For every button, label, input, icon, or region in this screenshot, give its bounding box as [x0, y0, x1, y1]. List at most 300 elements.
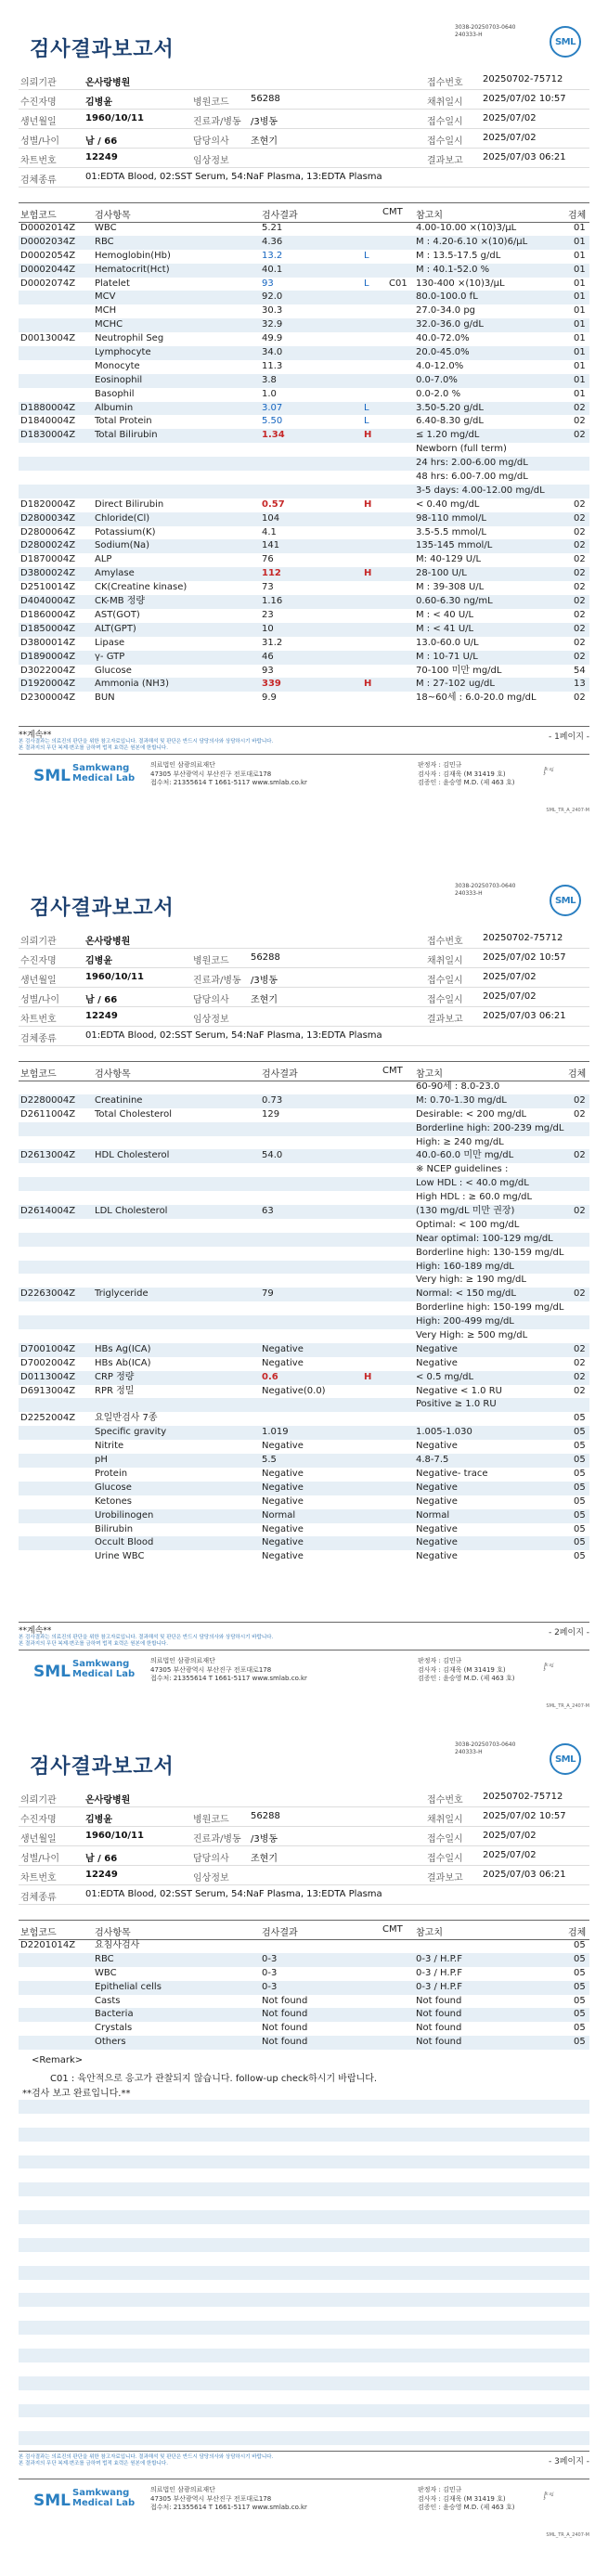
table-row — [19, 595, 589, 609]
empty-row — [19, 2155, 589, 2169]
test-name: Bilirubin — [95, 1523, 134, 1534]
table-row — [19, 360, 589, 374]
reference-range: High HDL : ≥ 60.0 mg/dL — [416, 1192, 533, 1203]
test-result: Not found — [262, 2023, 308, 2034]
test-code: D2800024Z — [20, 540, 76, 551]
reference-range: Low HDL : < 40.0 mg/dL — [416, 1178, 529, 1189]
empty-row — [19, 2349, 589, 2362]
test-code: D1920004Z — [20, 679, 76, 690]
specimen-code: 05 — [574, 1509, 586, 1521]
specimen-code: 01 — [574, 305, 586, 317]
table-row — [19, 1301, 589, 1315]
specimen-code: 01 — [574, 278, 586, 289]
empty-row — [19, 2307, 589, 2321]
test-code: D0002034Z — [20, 236, 76, 247]
specimen-code: 01 — [574, 291, 586, 303]
table-row — [19, 264, 589, 278]
reference-range: < 0.40 mg/dL — [416, 498, 480, 510]
specimen-code: 05 — [574, 2037, 586, 2048]
test-code: D0113004Z — [20, 1371, 76, 1382]
result-flag: L — [364, 278, 369, 289]
reference-range: Negative — [416, 1551, 458, 1562]
table-row — [19, 457, 589, 471]
test-code: D0002054Z — [20, 250, 76, 261]
test-result: 0-3 — [262, 1981, 278, 1992]
test-code: D7001004Z — [20, 1343, 76, 1354]
test-code: D1830004Z — [20, 430, 76, 441]
reference-range: 130-400 ×(10)3/μL — [416, 278, 505, 289]
table-row — [19, 304, 589, 318]
empty-row — [19, 2114, 589, 2128]
test-result: 3.07 — [262, 402, 283, 413]
table-row — [19, 1108, 589, 1122]
test-name: Direct Bilirubin — [95, 498, 164, 510]
barcode-text: 3038-20250703-0640 240333-H — [455, 1741, 516, 1755]
test-result: 129 — [262, 1108, 280, 1120]
test-code: D2614004Z — [20, 1206, 76, 1217]
specimen-code: 02 — [574, 582, 586, 593]
test-result: 339 — [262, 679, 281, 690]
table-row — [19, 665, 589, 679]
barcode-text: 3038-20250703-0640 240333-H — [455, 883, 516, 897]
test-name: Occult Blood — [95, 1537, 154, 1548]
empty-row — [19, 2266, 589, 2280]
empty-row — [19, 2168, 589, 2182]
test-name: Albumin — [95, 402, 134, 413]
empty-row — [19, 2293, 589, 2307]
specimen-code: 02 — [574, 1288, 586, 1300]
test-name: 요침사검사 — [95, 1940, 140, 1950]
specimen-code: 02 — [574, 1206, 586, 1217]
test-name: ALP — [95, 554, 112, 565]
reference-range: Not found — [416, 2037, 462, 2048]
test-name: Urobilinogen — [95, 1509, 154, 1521]
results-table — [19, 222, 589, 705]
specimen-code: 01 — [574, 374, 586, 385]
table-row — [19, 332, 589, 346]
reference-range: 0-3 / H.P.F — [416, 1981, 462, 1992]
test-result: 0.6 — [262, 1371, 278, 1382]
table-row — [19, 1550, 589, 1564]
table-row — [19, 2036, 589, 2050]
report-title: 검사결과보고서 — [30, 897, 175, 920]
table-row — [19, 1136, 589, 1150]
test-code: D0002014Z — [20, 223, 76, 233]
table-row — [19, 567, 589, 581]
table-row — [19, 485, 589, 498]
reference-range: M : < 40 U/L — [416, 609, 474, 620]
table-row — [19, 278, 589, 291]
table-row — [19, 1219, 589, 1233]
barcode-text: 3038-20250703-0640 240333-H — [455, 24, 516, 38]
test-result: 49.9 — [262, 333, 283, 344]
test-result: 5.50 — [262, 416, 283, 427]
patient-info: 의뢰기관 온사랑병원 접수번호 20250702-75712 수진자명 김병윤 병원코드 56288 채취일시 2025/07/02 10:57 생년월일 1960/10/11 진료과/병동 /3병동 접수일시 2025/07/02 성별/나이 남 / 66 담당의사 조현기 접수일시 2025/07/02 차트번호 12249 임상정보 결과보고 2025/07/03 06:21 검체종류 01:EDTA Blood, 02:SST Serum, 54:NaF Plasma, 13:EDTA Plasma — [19, 1788, 589, 1905]
reference-range: High: 160-189 mg/dL — [416, 1261, 514, 1272]
table-row — [19, 291, 589, 304]
reference-range: M : 39-308 U/L — [416, 582, 485, 593]
result-flag: H — [364, 430, 372, 441]
test-result: Negative — [262, 1537, 304, 1548]
test-name: pH — [95, 1455, 108, 1466]
table-row — [19, 609, 589, 623]
empty-row — [19, 2417, 589, 2431]
specimen-code: 02 — [574, 568, 586, 579]
test-result: 1.019 — [262, 1427, 289, 1438]
specimen-code: 54 — [574, 665, 586, 676]
report-page-3: 3038-20250703-0640 240333-H SML 검사결과보고서 의뢰기관 온사랑병원 접수번호 20250702-75712 수진자명 김병윤 병원코드 56288 채취일시 2025/07/02 10:57 생년월일 1960/10/11 진료과/병동 /3병동 접수일시 2025/07/02 성별/나이 남 / 66 담당의사 조현기 접수일시 2025/07/02 차트번호 12249 임상정보 결과보고 2025/07/03 06:21 검체종류 01:EDTA Blood, 02:SST Serum, 54:NaF Plasma, 13:EDTA Plasma 보험코드 검사항목 검사결과 CMT 참고치 검체 D2201014Z 요침사검사 05 RBC 0-3 0-3 / H.P.F 05 WBC 0-3 0-3 / H.P.F 05 Epithelial cells 0-3 0-3 / H.P.F 05 Casts Not found Not found 05 Bacteria Not found Not found 05 Crystals Not found Not found 05 Others Not found Not found 05 <Remark> C01 : 육안적으로 응고가 관찰되지 않습니다. follow-up check하시기 바랍니다. **검사 보고 완료입니다.** 본 검사결과는 의료진의 판단을 위한 참고자료입니다. 결과해석 및 판단은 반드시 담당의사와 상담하시기 바랍니다. 본 결과지의 무단 복제·변조를 금하며 법적 효력은 원본에 한합니다. - 3페이지 - SML Samkwang Medical Lab 의료법인 삼광의료재단 47305 부산광역시 부산진구 전포대로178 접수처: 21355614 T 1661-5117 www.smlab.co.kr 판정자 : 김민규 검사자 : 김재욱 (M 31419 호) 검증인 : 윤승영 M.D. (제 463 호) ᶅᵏᵃᶨ SML_TR_A_2407-M — [19, 1741, 589, 2538]
table-row — [19, 1536, 589, 1550]
table-row — [19, 678, 589, 692]
table-row — [19, 1468, 589, 1482]
test-name: Monocyte — [95, 360, 140, 371]
test-name: Nitrite — [95, 1441, 124, 1452]
signature: ᶅᵏᵃᶨ — [543, 2492, 554, 2501]
test-name: AST(GOT) — [95, 609, 140, 620]
specimen-code: 01 — [574, 333, 586, 344]
empty-row — [19, 2142, 589, 2155]
test-name: Crystals — [95, 2023, 133, 2034]
test-code: D2252004Z — [20, 1413, 76, 1424]
test-result: 0.57 — [262, 498, 285, 510]
test-name: Basophil — [95, 388, 135, 399]
test-name: Hemoglobin(Hb) — [95, 250, 171, 261]
test-code: D2800064Z — [20, 526, 76, 537]
report-page-2: 3038-20250703-0640 240333-H SML 검사결과보고서 의뢰기관 온사랑병원 접수번호 20250702-75712 수진자명 김병윤 병원코드 56288 채취일시 2025/07/02 10:57 생년월일 1960/10/11 진료과/병동 /3병동 접수일시 2025/07/02 성별/나이 남 / 66 담당의사 조현기 접수일시 2025/07/02 차트번호 12249 임상정보 결과보고 2025/07/03 06:21 검체종류 01:EDTA Blood, 02:SST Serum, 54:NaF Plasma, 13:EDTA Plasma 보험코드 검사항목 검사결과 CMT 참고치 검체 60-90세 : 8.0-23.0 D2280004Z Creatinine 0.73 M: 0.70-1.30 mg/dL 02 D2611004Z Total Cholesterol 129 Desirable: < 200 mg/dL 02 Borderline high: 200-239 mg/dL High: ≥ 240 mg/dL D2613004Z HDL Cholesterol 54.0 40.0-60.0 미만 mg/dL 02 ※ NCEP guidelines : Low HDL : < 40.0 mg/dL High HDL : ≥ 60.0 mg/dL D2614004Z LDL Cholesterol 63 (130 mg/dL 미만 권장) 02 Optimal: < 100 mg/dL Near optimal: 100-129 mg/dL Borderline high: 130-159 mg/dL High: 160-189 mg/dL Very high: ≥ 190 mg/dL D2263004Z Triglyceride 79 Normal: < 150 mg/dL 02 Borderline high: 150-199 mg/dL High: 200-499 mg/dL Very High: ≥ 500 mg/dL D7001004Z HBs Ag(ICA) Negative Negative 02 D7002004Z HBs Ab(ICA) Negative Negative 02 D0113004Z CRP 정량 0.6 H < 0.5 mg/dL 02 D6913004Z RPR 정밀 Negative(0.0) Negative < 1.0 RU 02 Positive ≥ 1.0 RU D2252004Z 요일반검사 7종 05 Specific gravity 1.019 1.005-1.030 05 Nitrite Negative Negative 05 pH 5.5 4.8-7.5 05 Protein Negative Negative- trace 05 Glucose Negative Negative 05 Ketones Negative Negative 05 Urobilinogen Normal Normal 05 Bilirubin Negative Negative 05 Occult Blood Negative Negative 05 Urine WBC Negative Negative 05 **계속** 본 검사결과는 의료진의 판단을 위한 참고자료입니다. 결과해석 및 판단은 반드시 담당의사와 상담하시기 바랍니다. 본 결과지의 무단 복제·변조를 금하며 법적 효력은 원본에 한합니다. - 2페이지 - SML Samkwang Medical Lab 의료법인 삼광의료재단 47305 부산광역시 부산진구 전포대로178 접수처: 21355614 T 1661-5117 www.smlab.co.kr 판정자 : 김민규 검사자 : 김재욱 (M 31419 호) 검증인 : 윤승영 M.D. (제 463 호) ᶅᵏᵃᶨ SML_TR_A_2407-M — [19, 883, 589, 1709]
specimen-code: 05 — [574, 1413, 586, 1424]
table-row — [19, 539, 589, 553]
test-code: D1850004Z — [20, 623, 76, 634]
specimen-code: 01 — [574, 319, 586, 330]
result-flag: L — [364, 416, 369, 427]
specimen-code: 02 — [574, 596, 586, 607]
signature: ᶅᵏᵃᶨ — [543, 1663, 554, 1672]
empty-row — [19, 2196, 589, 2210]
reference-range: 40.0-60.0 미만 mg/dL — [416, 1150, 514, 1161]
reference-range: Very high: ≥ 190 mg/dL — [416, 1275, 526, 1286]
reference-range: Borderline high: 200-239 mg/dL — [416, 1122, 564, 1133]
test-name: WBC — [95, 1967, 117, 1978]
specimen-code: 01 — [574, 347, 586, 358]
test-name: MCV — [95, 291, 116, 303]
reference-range: 98-110 mmol/L — [416, 512, 486, 524]
test-code: D1880004Z — [20, 402, 76, 413]
table-row — [19, 1495, 589, 1509]
reference-range: Desirable: < 200 mg/dL — [416, 1108, 527, 1120]
test-result: 4.1 — [262, 526, 277, 537]
test-name: Total Bilirubin — [95, 430, 158, 441]
reference-range: Borderline high: 130-159 mg/dL — [416, 1247, 564, 1258]
specimen-code: 05 — [574, 1468, 586, 1479]
sml-logo: SML — [550, 885, 581, 916]
test-name: Epithelial cells — [95, 1981, 162, 1992]
test-name: WBC — [95, 223, 117, 233]
table-row — [19, 1343, 589, 1357]
table-row — [19, 1995, 589, 2009]
reference-range: M : 10-71 U/L — [416, 651, 478, 662]
test-name: ALT(GPT) — [95, 623, 136, 634]
table-row — [19, 1482, 589, 1495]
test-name: HDL Cholesterol — [95, 1150, 170, 1161]
test-code: D0013004Z — [20, 333, 76, 344]
reference-range: Negative- trace — [416, 1468, 488, 1479]
reference-range: High: ≥ 240 mg/dL — [416, 1136, 504, 1147]
reference-range: Near optimal: 100-129 mg/dL — [416, 1233, 553, 1244]
reference-range: Negative — [416, 1441, 458, 1452]
test-result: Negative — [262, 1551, 304, 1562]
patient-info: 의뢰기관 온사랑병원 접수번호 20250702-75712 수진자명 김병윤 병원코드 56288 채취일시 2025/07/02 10:57 생년월일 1960/10/11 진료과/병동 /3병동 접수일시 2025/07/02 성별/나이 남 / 66 담당의사 조현기 접수일시 2025/07/02 차트번호 12249 임상정보 결과보고 2025/07/03 06:21 검체종류 01:EDTA Blood, 02:SST Serum, 54:NaF Plasma, 13:EDTA Plasma — [19, 929, 589, 1046]
reference-range: 4.8-7.5 — [416, 1455, 449, 1466]
table-row — [19, 498, 589, 512]
reference-range: Very High: ≥ 500 mg/dL — [416, 1330, 528, 1341]
specimen-code: 05 — [574, 1523, 586, 1534]
test-name: RPR 정밀 — [95, 1385, 135, 1396]
reference-range: 4.0-12.0% — [416, 360, 464, 371]
table-row — [19, 581, 589, 595]
result-flag: L — [364, 250, 369, 261]
reference-range: Negative — [416, 1495, 458, 1507]
reference-range: Negative — [416, 1343, 458, 1354]
test-result: Negative — [262, 1482, 304, 1493]
test-name: CK(Creatine kinase) — [95, 582, 188, 593]
table-row — [19, 553, 589, 567]
reference-range: 28-100 U/L — [416, 568, 467, 579]
test-result: 34.0 — [262, 347, 283, 358]
table-row — [19, 346, 589, 360]
table-row — [19, 236, 589, 250]
test-code: D2613004Z — [20, 1150, 76, 1161]
test-result: Negative — [262, 1343, 304, 1354]
empty-row — [19, 2431, 589, 2445]
reference-range: 0.0-2.0 % — [416, 388, 461, 399]
sml-logo: SML — [550, 26, 581, 58]
test-name: Protein — [95, 1468, 128, 1479]
reference-range: M: 40-129 U/L — [416, 554, 482, 565]
reference-range: Positive ≥ 1.0 RU — [416, 1399, 497, 1410]
test-name: Platelet — [95, 278, 130, 289]
specimen-code: 01 — [574, 360, 586, 371]
specimen-code: 02 — [574, 609, 586, 620]
reference-range: 6.40-8.30 g/dL — [416, 416, 484, 427]
table-row — [19, 429, 589, 443]
test-name: Amylase — [95, 568, 135, 579]
specimen-code: 05 — [574, 1455, 586, 1466]
test-name: HBs Ag(ICA) — [95, 1343, 151, 1354]
test-code: D0002044Z — [20, 264, 76, 275]
specimen-code: 02 — [574, 416, 586, 427]
specimen-code: 02 — [574, 554, 586, 565]
reference-range: M: 0.70-1.30 mg/dL — [416, 1094, 507, 1106]
reference-range: (130 mg/dL 미만 권장) — [416, 1206, 515, 1217]
table-row — [19, 1398, 589, 1412]
test-result: 32.9 — [262, 319, 283, 330]
specimen-code: 01 — [574, 264, 586, 275]
specimen-code: 05 — [574, 1427, 586, 1438]
test-result: 104 — [262, 512, 280, 524]
test-result: 11.3 — [262, 360, 283, 371]
table-row — [19, 1247, 589, 1261]
specimen-code: 05 — [574, 1981, 586, 1992]
test-result: 76 — [262, 554, 274, 565]
test-code: D1890004Z — [20, 651, 76, 662]
test-result: 46 — [262, 651, 274, 662]
remark-label: <Remark> — [32, 2055, 84, 2065]
test-name: Others — [95, 2037, 126, 2048]
test-code: D3800024Z — [20, 568, 76, 579]
report-title: 검사결과보고서 — [30, 38, 175, 61]
test-result: 40.1 — [262, 264, 283, 275]
reference-range: 24 hrs: 2.00-6.00 mg/dL — [416, 458, 528, 469]
table-row — [19, 1426, 589, 1440]
test-code: D1820004Z — [20, 498, 76, 510]
reference-range: 0-3 / H.P.F — [416, 1967, 462, 1978]
test-result: 5.21 — [262, 223, 283, 233]
table-row — [19, 1094, 589, 1108]
table-row — [19, 2022, 589, 2036]
specimen-code: 02 — [574, 402, 586, 413]
test-name: Total Protein — [95, 416, 152, 427]
table-row — [19, 1274, 589, 1288]
test-name: Casts — [95, 1995, 121, 2006]
table-row — [19, 1233, 589, 1247]
reference-range: Newborn (full term) — [416, 444, 507, 455]
test-name: LDL Cholesterol — [95, 1206, 168, 1217]
test-name: RBC — [95, 236, 114, 247]
reference-range: High: 200-499 mg/dL — [416, 1316, 514, 1327]
table-row — [19, 1412, 589, 1426]
reference-range: Normal — [416, 1509, 450, 1521]
test-result: 0-3 — [262, 1967, 278, 1978]
test-result: 1.16 — [262, 596, 283, 607]
reference-range: 4.00-10.00 ×(10)3/μL — [416, 223, 517, 233]
test-result: Normal — [262, 1509, 296, 1521]
specimen-code: 05 — [574, 1537, 586, 1548]
table-row — [19, 222, 589, 236]
test-result: 1.34 — [262, 430, 285, 441]
table-row — [19, 1288, 589, 1301]
table-header: 보험코드 검사항목 검사결과 CMT 참고치 검체 — [19, 202, 589, 223]
results-table — [19, 1939, 589, 2050]
test-code: D2300004Z — [20, 693, 76, 704]
test-code: D6913004Z — [20, 1385, 76, 1396]
specimen-code: 05 — [574, 1551, 586, 1562]
table-row — [19, 1967, 589, 1981]
reference-range: M : 27-102 ug/dL — [416, 679, 495, 690]
test-name: 요일반검사 7종 — [95, 1413, 158, 1424]
test-code: D2263004Z — [20, 1288, 76, 1300]
result-flag: H — [364, 568, 372, 579]
specimen-code: 02 — [574, 430, 586, 441]
test-result: 93 — [262, 665, 274, 676]
empty-row — [19, 2224, 589, 2238]
test-result: 31.2 — [262, 637, 283, 648]
empty-row — [19, 2128, 589, 2142]
reference-range: 27.0-34.0 pg — [416, 305, 476, 317]
specimen-code: 02 — [574, 651, 586, 662]
test-name: Ketones — [95, 1495, 132, 1507]
test-name: Lymphocyte — [95, 347, 151, 358]
reference-range: 135-145 mmol/L — [416, 540, 493, 551]
reference-range: 48 hrs: 6.00-7.00 mg/dL — [416, 472, 528, 483]
test-name: MCH — [95, 305, 117, 317]
reference-range: < 0.5 mg/dL — [416, 1371, 474, 1382]
test-name: Neutrophil Seg — [95, 333, 164, 344]
test-result: 79 — [262, 1288, 274, 1300]
table-row — [19, 1385, 589, 1399]
reference-range: M : 13.5-17.5 g/dL — [416, 250, 501, 261]
test-result: Negative — [262, 1523, 304, 1534]
result-flag: H — [364, 679, 372, 690]
test-result: Negative — [262, 1468, 304, 1479]
reference-range: Optimal: < 100 mg/dL — [416, 1219, 520, 1230]
table-row — [19, 374, 589, 388]
test-name: Creatinine — [95, 1094, 143, 1106]
reference-range: ≤ 1.20 mg/dL — [416, 430, 480, 441]
reference-range: 40.0-72.0% — [416, 333, 470, 344]
comment-code: C01 — [389, 278, 407, 289]
specimen-code: 05 — [574, 1441, 586, 1452]
test-code: D7002004Z — [20, 1357, 76, 1368]
table-row — [19, 1357, 589, 1371]
specimen-code: 02 — [574, 637, 586, 648]
test-name: Chloride(Cl) — [95, 512, 150, 524]
specimen-code: 02 — [574, 540, 586, 551]
test-name: Triglyceride — [95, 1288, 149, 1300]
table-row — [19, 692, 589, 705]
table-row — [19, 2008, 589, 2022]
empty-row — [19, 2321, 589, 2335]
table-row — [19, 1163, 589, 1177]
reference-range: 70-100 미만 mg/dL — [416, 665, 502, 676]
specimen-code: 01 — [574, 236, 586, 247]
specimen-code: 02 — [574, 693, 586, 704]
reference-range: Not found — [416, 1995, 462, 2006]
specimen-code: 02 — [574, 1108, 586, 1120]
test-result: Not found — [262, 1995, 308, 2006]
specimen-code: 01 — [574, 250, 586, 261]
table-row — [19, 512, 589, 526]
reference-range: Negative — [416, 1537, 458, 1548]
empty-row — [19, 2376, 589, 2390]
test-name: γ- GTP — [95, 651, 125, 662]
reference-range: 18~60세 : 6.0-20.0 mg/dL — [416, 693, 537, 704]
test-result: 92.0 — [262, 291, 283, 303]
specimen-code: 02 — [574, 512, 586, 524]
test-result: 0.73 — [262, 1094, 283, 1106]
table-header: 보험코드 검사항목 검사결과 CMT 참고치 검체 — [19, 1920, 589, 1940]
specimen-code: 02 — [574, 1385, 586, 1396]
empty-row — [19, 2238, 589, 2252]
reference-range: ※ NCEP guidelines : — [416, 1164, 509, 1175]
report-complete: **검사 보고 완료입니다.** — [22, 2089, 131, 2099]
reference-range: Negative — [416, 1482, 458, 1493]
test-name: Ammonia (NH3) — [95, 679, 170, 690]
test-name: Hematocrit(Hct) — [95, 264, 170, 275]
specimen-code: 02 — [574, 498, 586, 510]
table-row — [19, 1953, 589, 1967]
test-code: D1860004Z — [20, 609, 76, 620]
specimen-code: 05 — [574, 2009, 586, 2020]
empty-row — [19, 2362, 589, 2376]
specimen-code: 13 — [574, 679, 586, 690]
test-result: 5.5 — [262, 1455, 277, 1466]
test-name: BUN — [95, 693, 115, 704]
specimen-code: 05 — [574, 1495, 586, 1507]
test-result: Negative(0.0) — [262, 1385, 326, 1396]
sml-brand-logo: SML — [33, 1663, 71, 1681]
specimen-code: 02 — [574, 526, 586, 537]
test-code: D3022004Z — [20, 665, 76, 676]
